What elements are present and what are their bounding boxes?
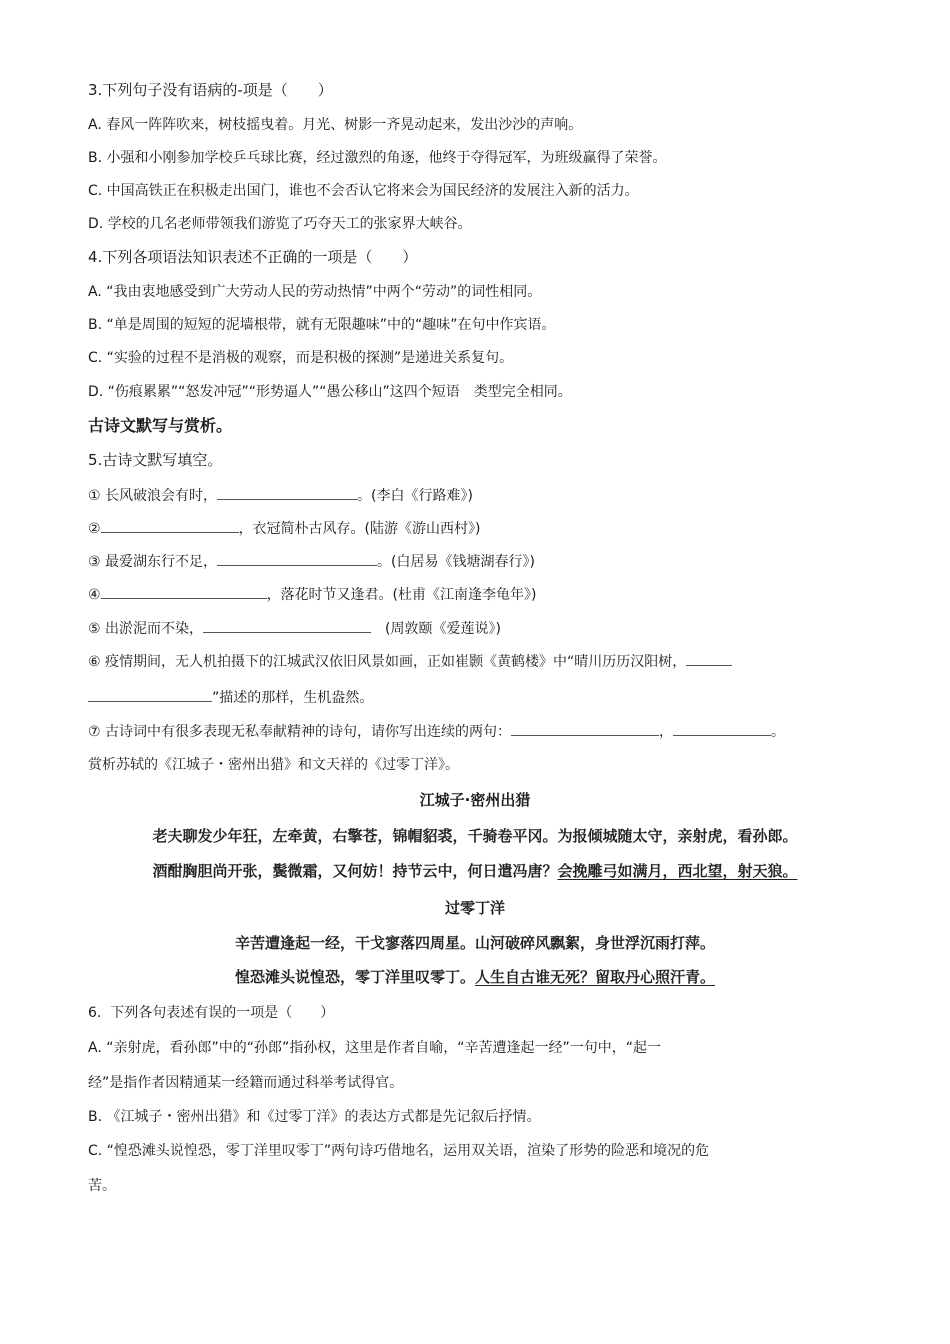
- item-text: ”描述的那样，生机盎然。: [212, 690, 374, 706]
- poem-1-line-1: 老夫聊发少年狂，左牵黄，右擎苍，锦帽貂裘，千骑卷平冈。为报倾城随太守，亲射虎，看孙郎。: [152, 827, 798, 845]
- item-text: ⑦ 古诗词中有很多表现无私奉献精神的诗句，请你写出连续的两句：: [88, 724, 511, 740]
- poem-1-title: 江城子·密州出猎: [419, 791, 531, 809]
- appreciation-intro: 赏析苏轼的《江城子・密州出猎》和文天祥的《过零丁洋》。: [88, 757, 459, 773]
- section-title: 古诗文默写与赏析。: [88, 416, 233, 435]
- fill-item-6: [88, 651, 732, 672]
- question-text: 古诗文默写填空。: [102, 451, 223, 469]
- fill-item-5: [88, 618, 501, 639]
- answer-blank[interactable]: [686, 651, 732, 666]
- fill-item-6-continued: [88, 687, 373, 708]
- answer-blank[interactable]: [101, 518, 239, 533]
- poem-text: 酒酣胸胆尚开张，鬓微霜，又何妨！持节云中，何日遣冯唐？: [152, 862, 558, 880]
- item-text: ④: [88, 587, 101, 603]
- answer-blank[interactable]: [203, 618, 371, 633]
- question-3-option-a: A. 春风一阵阵吹来，树枝摇曳着。月光、树影一齐晃动起来，发出沙沙的声响。: [88, 117, 583, 133]
- question-3-option-b: B. 小强和小刚参加学校乒乓球比赛，经过激烈的角逐，他终于夺得冠军，为班级赢得了荣誉。: [88, 150, 667, 166]
- answer-blank[interactable]: [673, 721, 771, 736]
- poem-1-line-2: [0, 861, 950, 881]
- item-text: ① 长风破浪会有时，: [88, 488, 218, 504]
- fill-item-2: [88, 518, 481, 539]
- poem-underlined-text: 人生自古谁无死？留取丹心照汗青。: [475, 968, 716, 986]
- fill-item-4: [88, 584, 537, 605]
- question-5-stem: [88, 450, 222, 470]
- question-3-option-c: C. 中国高铁正在积极走出国门，谁也不会否认它将来会为国民经济的发展注入新的活力。: [88, 183, 639, 199]
- item-source: ，落花时节又逢君。(杜甫《江南逢李龟年》): [266, 587, 537, 603]
- question-4-option-b: B. “单是周围的短短的泥墙根带，就有无限趣味”中的“趣味”在句中作宾语。: [88, 317, 556, 333]
- question-6-option-c-line-2: 苦。: [88, 1178, 116, 1194]
- question-number: 3.: [88, 81, 103, 99]
- fill-item-7: [88, 721, 785, 742]
- fill-item-1: [88, 485, 473, 506]
- question-4-stem: [88, 247, 417, 267]
- item-text: ⑥ 疫情期间，无人机拍摄下的江城武汉依旧风景如画，正如崔颢《黄鹤楼》中“晴川历历汉阳树，: [88, 654, 687, 670]
- question-text: 下列句子没有语病的-项是（ ）: [102, 81, 333, 99]
- item-text: ②: [88, 521, 101, 537]
- poem-2-line-1: 辛苦遭逢起一经，干戈寥落四周星。山河破碎风飘絮，身世浮沉雨打萍。: [234, 934, 715, 952]
- question-3-stem: [88, 80, 333, 100]
- answer-blank[interactable]: [217, 485, 357, 500]
- question-number: 6.: [88, 1005, 102, 1021]
- question-6-option-b: B. 《江城子・密州出猎》和《过零丁洋》的表达方式都是先记叙后抒情。: [88, 1109, 541, 1125]
- answer-blank[interactable]: [101, 584, 267, 599]
- item-source: ，衣冠简朴古风存。(陆游《游山西村》): [238, 521, 481, 537]
- answer-blank[interactable]: [217, 551, 377, 566]
- item-text: 。: [771, 724, 785, 740]
- item-text: ③ 最爱湖东行不足，: [88, 554, 218, 570]
- question-6-option-a-line-1: A. “亲射虎，看孙郎”中的“孙郎”指孙权，这里是作者自喻，“辛苦遭逢起一经”一句中，“起一: [88, 1040, 661, 1056]
- item-source: (周敦颐《爱莲说》): [371, 621, 501, 637]
- answer-blank[interactable]: [511, 721, 659, 736]
- question-6-option-a-line-2: 经”是指作者因精通某一经籍而通过科举考试得官。: [88, 1075, 404, 1091]
- question-number: 4.: [88, 248, 103, 266]
- fill-item-3: [88, 551, 535, 572]
- question-text: 下列各句表述有误的一项是（ ）: [110, 1005, 335, 1021]
- item-source: 。(李白《行路难》): [357, 488, 473, 504]
- question-3-option-d: D. 学校的几名老师带领我们游览了巧夺天工的张家界大峡谷。: [88, 216, 472, 232]
- question-6-stem: [88, 1003, 334, 1023]
- question-4-option-c: C. “实验的过程不是消极的观察，而是积极的探测”是递进关系复句。: [88, 350, 514, 366]
- question-4-option-a: A. “我由衷地感受到广大劳动人民的劳动热情”中两个“劳动”的词性相同。: [88, 284, 542, 300]
- poem-2-line-2: [0, 967, 950, 987]
- item-text: ⑤ 出淤泥而不染，: [88, 621, 204, 637]
- answer-blank[interactable]: [88, 687, 212, 702]
- question-number: 5.: [88, 451, 103, 469]
- question-6-option-c-line-1: C. “惶恐滩头说惶恐，零丁洋里叹零丁”两句诗巧借地名，运用双关语，渲染了形势的险恶和境况的危: [88, 1143, 710, 1159]
- item-text: ，: [659, 724, 673, 740]
- question-4-option-d: D. “伤痕累累”“怒发冲冠”“形势逼人”“愚公移山”这四个短语 类型完全相同。: [88, 384, 572, 400]
- poem-underlined-text: 会挽雕弓如满月，西北望，射天狼。: [557, 862, 798, 880]
- poem-text: 惶恐滩头说惶恐，零丁洋里叹零丁。: [234, 968, 475, 986]
- item-source: 。(白居易《钱塘湖春行》): [377, 554, 535, 570]
- question-text: 下列各项语法知识表述不正确的一项是（ ）: [102, 248, 418, 266]
- poem-2-title: 过零丁洋: [444, 899, 505, 917]
